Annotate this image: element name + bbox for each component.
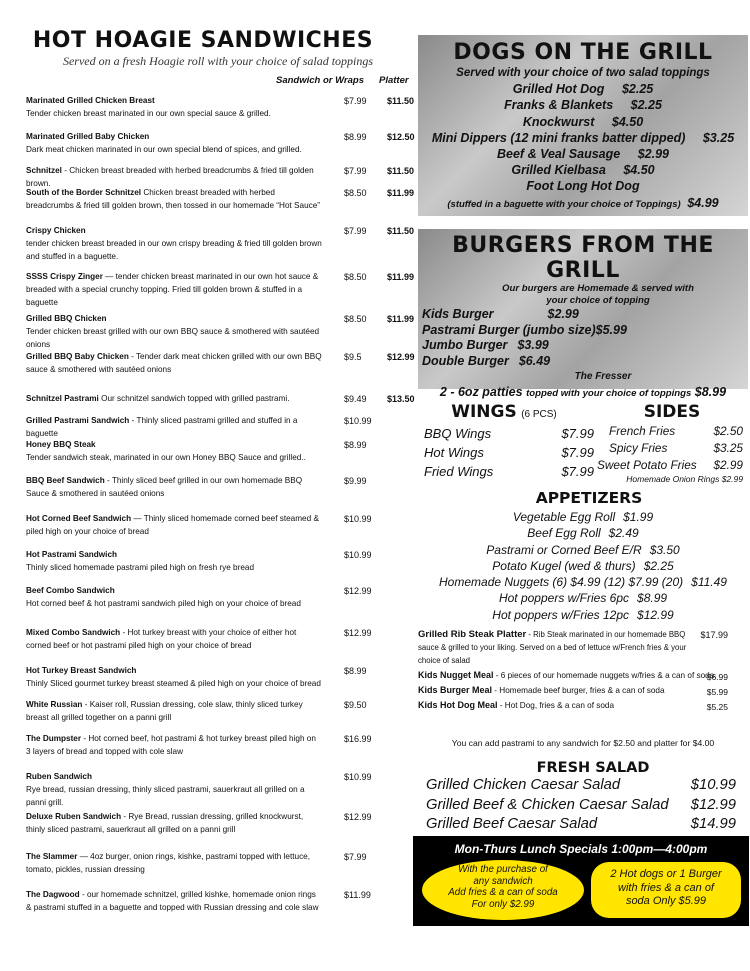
kids-meal-item [418,685,748,700]
appetizer-item-name: Vegetable Egg Roll [512,510,616,524]
hoagie-item-desc: Dark meat chicken marinated in our own special blend of spices, and grilled. [26,145,302,154]
hoagie-item [26,698,414,724]
hoagie-item-price: $8.50 [344,188,367,198]
side-item-price: $3.25 [713,441,743,455]
salad-title: FRESH SALAD [536,760,650,776]
dogs-subtitle: Served with your choice of two salad toppings [456,67,710,79]
hoagie-item-name: Hot Pastrami Sandwich [26,550,117,559]
onion-rings: Homemade Onion Rings $2.99 [626,474,743,484]
appetizer-item [418,607,748,623]
hoagie-item [26,270,414,309]
burger-item [422,323,748,339]
hoagie-item-price: $8.50 [344,272,367,282]
appetizer-item [418,574,748,590]
hoagie-item-text [26,664,322,690]
dog-item-name: Franks & Blankets [504,98,614,113]
dog-item [418,114,748,130]
fresser-row [418,385,748,402]
hoagie-item-price: $7.99 [344,96,367,106]
salad-section [418,760,748,835]
dog-item-price: $3.25 [702,130,735,145]
side-item [597,440,747,457]
hoagie-item-price: $11.99 [344,890,371,900]
fresser-price: $8.99 [694,384,727,399]
kids-meal-name: Kids Burger Meal [418,685,493,695]
hoagie-item-text [26,850,322,876]
hoagie-item-name: Grilled BBQ Chicken [26,314,107,323]
wing-item-name: BBQ Wings [424,426,492,441]
dog-item-name: Mini Dippers (12 mini franks batter dipped) [431,130,686,145]
dogs-panel [418,35,748,216]
hoagie-title: HOT HOAGIE SANDWICHES [32,28,374,53]
footlong-note-row [418,195,748,213]
hoagie-item-sep: - [128,352,136,361]
lunch-deal-line: with fries & a can of [618,881,714,894]
hoagie-item-desc: Thinly sliced homemade pastrami piled high on fresh rye bread [26,563,255,572]
hoagie-item-sep: - [104,476,112,485]
appetizer-item-price: $11.49 [691,575,727,590]
hoagie-subtitle: Served on a fresh Hoagie roll with your choice of salad toppings [62,54,374,68]
dog-item [418,130,748,146]
hoagie-item-price: $10.99 [344,550,372,560]
salad-item-name: Grilled Chicken Caesar Salad [426,777,621,793]
kids-meal-name: Kids Nugget Meal [418,670,494,680]
rib-steak-row: Grilled Rib Steak Platter - Rib Steak marinated in our homemade BBQ sauce & grilled to your liking. Served on a bed of lettuce w/French fries & your choice of salad $17.99 [418,629,728,665]
sandwich-column-header: Sandwich or Wraps [276,75,364,86]
dog-item-price: $4.50 [623,163,655,178]
hoagie-item-name: Schnitzel Pastrami [26,394,99,403]
hoagie-item [26,810,414,836]
burgers-subtitle-1: Our burgers are Homemade & served with [502,283,694,294]
hoagie-item-price: $16.99 [344,734,372,744]
lunch-deal-line: 2 Hot dogs or 1 Burger [610,868,722,880]
hoagie-item-price: $9.50 [344,700,367,710]
salad-item [418,815,748,835]
hoagie-item-text [26,732,322,758]
hoagie-item-text [26,512,322,538]
appetizer-item-price: $12.99 [637,607,674,622]
appetizer-item [418,525,748,541]
hoagie-item-desc: Thinly sliced beef grilled in our own homemade BBQ Sauce & smothered in sautéed onions [26,476,303,498]
hoagie-item-desc: Chicken breast breaded with herbed breadcrumbs & fried till golden brown. [26,166,314,188]
hoagie-item [26,438,414,464]
appetizers-title: APPETIZERS [535,489,643,507]
wings-list [424,424,594,481]
fresser-desc: topped with your choice of toppings [526,387,692,399]
hoagie-item [26,94,414,120]
hoagie-item-name: Hot Corned Beef Sandwich [26,514,132,523]
lunch-specials-box [413,836,749,926]
hoagie-item [26,888,414,914]
hoagie-item-name: Deluxe Ruben Sandwich [26,812,122,821]
side-item-name: Sweet Potato Fries [597,458,697,472]
burgers-list [418,307,748,369]
lunch-deal-line: soda Only $5.99 [625,895,707,907]
appetizers-list [418,509,748,623]
wings-count: (6 PCS) [521,409,557,420]
hoagie-item-sep: - [82,700,90,709]
appetizer-item-name: Potato Kugel (wed & thurs) [492,558,636,573]
side-item-price: $2.50 [713,424,743,438]
hoagie-item-name: The Dumpster [26,734,82,743]
hoagie-item-text [26,626,322,652]
hoagie-item-price: $8.99 [344,440,367,450]
hoagie-item-platter-price: $11.99 [387,188,415,198]
hoagie-item [26,474,414,500]
appetizer-item-price: $1.99 [623,510,654,524]
hoagie-item-price: $12.99 [344,586,372,596]
hoagie-item-desc: Hot corned beef, hot pastrami & hot turkey breast piled high on 3 layers of bread and topped with cole slaw [26,734,316,756]
hoagie-item-name: BBQ Beef Sandwich [26,476,105,485]
hoagie-item-platter-price: $11.50 [387,96,415,106]
hoagie-item-price: $10.99 [344,514,372,524]
appetizer-item-price: $3.50 [649,542,680,557]
hoagie-item-text [26,312,322,351]
hoagie-item-text [26,414,322,440]
hoagie-item-text [26,810,322,836]
fresser-qty: 2 - 6oz patties [439,384,523,399]
dog-item-name: Grilled Hot Dog [512,82,605,97]
hoagie-item-text [26,224,322,263]
appetizer-item-name: Hot poppers w/Fries 12pc [492,607,630,622]
hoagie-item-name: Hot Turkey Breast Sandwich [26,666,137,675]
hoagie-item-desc: our homemade schnitzel, grilled kishke, homemade onion rings & pastrami stuffed in a baguette and topped with Russian dressing and cole slaw [26,890,319,912]
salad-item-price: $14.99 [690,816,736,832]
appetizer-item [418,590,748,606]
hoagie-item-price: $8.99 [344,132,367,142]
salad-item-price: $12.99 [690,796,736,813]
hoagie-item-name: The Slammer [26,852,78,861]
dog-item [418,162,748,178]
appetizer-item [418,558,748,574]
hoagie-item [26,770,414,809]
kids-meal-price: $6.99 [706,672,728,682]
dog-item [418,146,748,162]
appetizer-item-name: Homemade Nuggets (6) $4.99 (12) $7.99 (20) [439,575,684,590]
hoagie-item-text [26,130,322,156]
sides-list [597,423,747,474]
side-item-price: $2.99 [713,458,743,472]
price-column-headers [22,73,414,89]
appetizer-item-name: Hot poppers w/Fries 6pc [498,591,630,606]
hoagie-item-sep: - [120,628,128,637]
hoagie-item-desc: Rye Bread, russian dressing, grilled knockwurst, thinly sliced pastrami, sauerkraut all grilled on a panni grill [26,812,304,834]
hoagie-item-desc: Thinly sliced pastrami grilled and stuffed in a baguette [26,416,298,438]
rib-steak-desc: Rib Steak marinated in our homemade BBQ sauce & grilled to your liking. Served on a bed of lettuce w/French fries & your choice of salad [418,630,687,665]
appetizer-item-price: $2.49 [608,526,639,541]
kids-meal-price: $5.99 [706,687,728,697]
hoagie-item-price: $8.50 [344,314,367,324]
hoagie-item-desc: tender chicken breast marinated in our own hot sauce & breaded with a special crunchy topping. Fried till golden brown & stuffed in a baguette [26,272,319,307]
lunch-deal-line: Add fries & a can of soda [448,887,558,898]
hoagie-item-text [26,584,322,610]
side-item [597,423,747,440]
hoagie-section [22,28,414,958]
hoagie-item-text [26,438,322,464]
appetizer-item-name: Beef Egg Roll [527,526,601,541]
appetizer-item-name: Pastrami or Corned Beef E/R [486,542,642,557]
hoagie-item-price: $10.99 [344,416,372,426]
hoagie-item-name: Marinated Grilled Baby Chicken [26,132,150,141]
wing-item-name: Fried Wings [424,464,494,479]
hoagie-item-sep: — [131,514,144,523]
kids-meal-desc: - Homemade beef burger, fries & a can of soda [492,686,665,695]
add-pastrami-note: You can add pastrami to any sandwich for $2.50 and platter for $4.00 [451,738,715,748]
hoagie-item-desc: Thinly sliced homemade corned beef steamed & piled high on your choice of bread [26,514,319,536]
hoagie-item-price: $10.99 [344,772,372,782]
dog-item-price: $2.25 [621,82,654,97]
dog-item [418,97,748,113]
hoagie-item-desc: Tender sandwich steak, marinated in our own Honey BBQ Sauce and grilled.. [26,453,306,462]
wings-title: WINGS [451,402,517,422]
wing-item-price: $7.99 [561,464,594,479]
hoagie-item-desc: Hot corned beef & hot pastrami sandwich piled high on your choice of bread [26,599,301,608]
dog-item-price: $4.50 [611,114,644,129]
hoagie-item-price: $9.5 [344,352,362,362]
hoagie-item [26,224,414,263]
burger-item [422,338,748,354]
hoagie-item-text [26,392,322,405]
footlong-price: $4.99 [687,195,719,210]
burger-item-name: Jumbo Burger [422,338,508,352]
hoagie-item-sep: - [81,734,89,743]
hoagie-item-platter-price: $13.50 [387,394,415,404]
hoagie-item-platter-price: $11.50 [387,166,415,176]
wing-item-price: $7.99 [561,426,594,441]
burgers-title: BURGERS FROM THE GRILL [452,233,714,283]
kids-meal-item [418,670,748,685]
lunch-deal-1 [422,860,584,920]
hoagie-item-price: $12.99 [344,628,372,638]
kids-meals [418,670,748,715]
hoagie-item-desc: Thinly Sliced gourmet turkey breast steamed & piled high on your choice of bread [26,679,321,688]
burger-item-name: Kids Burger [422,307,494,321]
appetizer-item [418,509,748,525]
lunch-deal-line: With the purchase of [458,864,548,875]
hoagie-item-name: Beef Combo Sandwich [26,586,115,595]
appetizer-item [418,542,748,558]
dog-item-name: Grilled Kielbasa [511,163,606,178]
sides-section [597,402,747,484]
hoagie-item-price: $7.99 [344,226,367,236]
hoagie-item-text [26,350,322,376]
dog-item-name: Knockwurst [522,114,595,129]
hoagie-item-price: $9.49 [344,394,367,404]
kids-meal-price: $5.25 [706,702,728,712]
dog-item-name: Beef & Veal Sausage [497,147,621,162]
wings-heading [414,402,594,422]
dog-item-price: $2.25 [630,98,662,113]
wing-item-name: Hot Wings [424,445,484,460]
burger-item-price: $3.99 [517,338,549,352]
wing-item [424,424,594,443]
appetizer-item-price: $2.25 [643,558,674,573]
hoagie-item-desc: Rye bread, russian dressing, thinly sliced pastrami, sauerkraut all grilled on a panni grill. [26,785,305,807]
salad-item-name: Grilled Beef Caesar Salad [426,816,598,832]
hoagie-item-text [26,548,322,574]
hoagie-item-name: Ruben Sandwich [26,772,92,781]
hoagie-item-platter-price: $11.99 [387,314,415,324]
hoagie-item-sep: - [121,812,129,821]
hoagie-item-name: SSSS Crispy Zinger [26,272,103,281]
lunch-deal-line: any sandwich [473,875,533,887]
hoagie-item [26,512,414,538]
hoagie-item-price: $8.99 [344,666,367,676]
hoagie-item-price: $7.99 [344,852,367,862]
hoagie-item [26,626,414,652]
fresser-name: The Fresser [574,371,632,382]
platter-column-header: Platter [379,75,409,86]
salad-item [418,776,748,796]
hoagie-item-name: South of the Border Schnitzel [26,188,142,197]
appetizer-item-price: $8.99 [637,591,668,606]
kids-meal-item [418,700,748,715]
burger-item-name: Double Burger [422,353,509,368]
hoagie-item-platter-price: $12.50 [387,132,415,142]
lunch-deal-2 [591,862,741,918]
kids-meal-desc: - 6 pieces of our homemade nuggets w/fries & a can of soda [493,671,715,680]
lunch-title: Mon-Thurs Lunch Specials 1:00pm—4:00pm [454,842,708,856]
hoagie-item-text [26,270,322,309]
salad-item-name: Grilled Beef & Chicken Caesar Salad [426,796,669,813]
hoagie-item-price: $7.99 [344,166,367,176]
hoagie-item-name: Crispy Chicken [26,226,86,235]
kids-meal-desc: - Hot Dog, fries & a can of soda [497,701,615,710]
hoagie-item-sep: - [79,890,87,899]
footlong-note: (stuffed in a baguette with your choice of Toppings) [447,198,681,210]
salad-item [418,796,748,816]
burger-item-price: $5.99 [595,322,627,337]
hoagie-item-name: Grilled Pastrami Sandwich [26,416,130,425]
burger-item [422,307,748,323]
hoagie-item-name: Mixed Combo Sandwich [26,628,121,637]
hoagie-item-desc: Kaiser roll, Russian dressing, cole slaw, thinly sliced turkey breast all grilled together on a panni grill [26,700,303,722]
rib-steak-price: $17.99 [700,630,728,640]
hoagie-item-desc: Tender chicken breast marinated in our own special sauce & grilled. [26,109,271,118]
lunch-deal-line: For only $2.99 [471,898,535,910]
hoagie-item-sep: - [61,166,70,175]
hoagie-item-name: Honey BBQ Steak [26,440,96,449]
hoagie-item-text [26,474,322,500]
hoagie-item-desc: Our schnitzel sandwich topped with grilled pastrami. [101,394,290,403]
burger-item-name: Pastrami Burger (jumbo size) [422,322,596,337]
rib-steak-name: Grilled Rib Steak Platter [418,629,527,640]
hoagie-item [26,414,414,440]
hoagie-item-platter-price: $12.99 [387,352,415,362]
hoagie-item-text [26,698,322,724]
hoagie-item [26,130,414,156]
hoagie-item [26,732,414,758]
dog-item [418,178,748,194]
burgers-panel [418,229,748,399]
hoagie-item-desc: Chicken breast breaded with herbed breadcrumbs & fried till golden brown, then tossed in our homemade “Hot Sauce” [26,188,320,210]
salad-list [418,776,748,835]
wing-item [424,443,594,462]
hoagie-item-desc: tender chicken breast breaded in our own crispy breading & fried till golden brown and stuffed in a baguette. [26,239,322,261]
hoagie-item-name: Marinated Grilled Chicken Breast [26,96,155,105]
side-item-name: Spicy Fries [609,441,668,455]
hoagie-item-text [26,94,322,120]
hoagie-item [26,584,414,610]
sides-title: SIDES [643,402,701,422]
hoagie-item [26,664,414,690]
hoagie-item-desc: Hot turkey breast with your choice of either hot corned beef or hot pastrami piled high on your choice of bread [26,628,297,650]
wing-item-price: $7.99 [561,445,594,460]
hoagie-item [26,312,414,351]
burger-item-price: $2.99 [547,307,579,321]
appetizers-section [418,489,748,623]
dog-item-price: $2.99 [637,147,669,162]
burgers-subtitle-2: your choice of topping [546,295,650,306]
dogs-title: DOGS ON THE GRILL [453,40,713,65]
hoagie-item-sep: — [77,852,91,861]
hoagie-item-platter-price: $11.99 [387,272,415,282]
dog-item [418,81,748,97]
hoagie-item [26,850,414,876]
hoagie-item-sep: - [129,416,137,425]
hoagie-item-sep: — [102,272,116,281]
hoagie-item-desc: Tender dark meat chicken grilled with our own BBQ sauce & smothered with sautéed onions [26,352,322,374]
hoagie-item-price: $9.99 [344,476,367,486]
hoagie-item-name: Schnitzel [26,166,62,175]
kids-meal-name: Kids Hot Dog Meal [418,700,498,710]
hoagie-item-text [26,186,322,212]
burger-item-price: $6.49 [518,353,551,368]
hoagie-item-platter-price: $11.50 [387,226,415,236]
hoagie-item [26,548,414,574]
hoagie-item-price: $12.99 [344,812,372,822]
hoagie-item-desc: 4oz burger, onion rings, kishke, pastrami topped with lettuce, tomato, pickles, russian dressing [26,852,310,874]
burger-item [422,354,748,370]
hoagie-item [26,350,414,376]
hoagie-item-name: Grilled BBQ Baby Chicken [26,352,129,361]
wings-section [424,402,594,481]
hoagie-item [26,392,414,405]
salad-item-price: $10.99 [690,777,736,793]
hoagie-item-text [26,770,322,809]
hoagie-item-desc: Tender chicken breast grilled with our own BBQ sauce & smothered with sautéed onions [26,327,320,349]
dog-item-name: Foot Long Hot Dog [526,179,640,194]
hoagie-item-name: The Dagwood [26,890,80,899]
wing-item [424,462,594,481]
side-item [597,457,747,474]
dogs-list [418,81,748,194]
hoagie-item-name: White Russian [26,700,83,709]
side-item-name: French Fries [609,424,676,438]
hoagie-item [26,186,414,212]
hoagie-item-text [26,888,322,914]
